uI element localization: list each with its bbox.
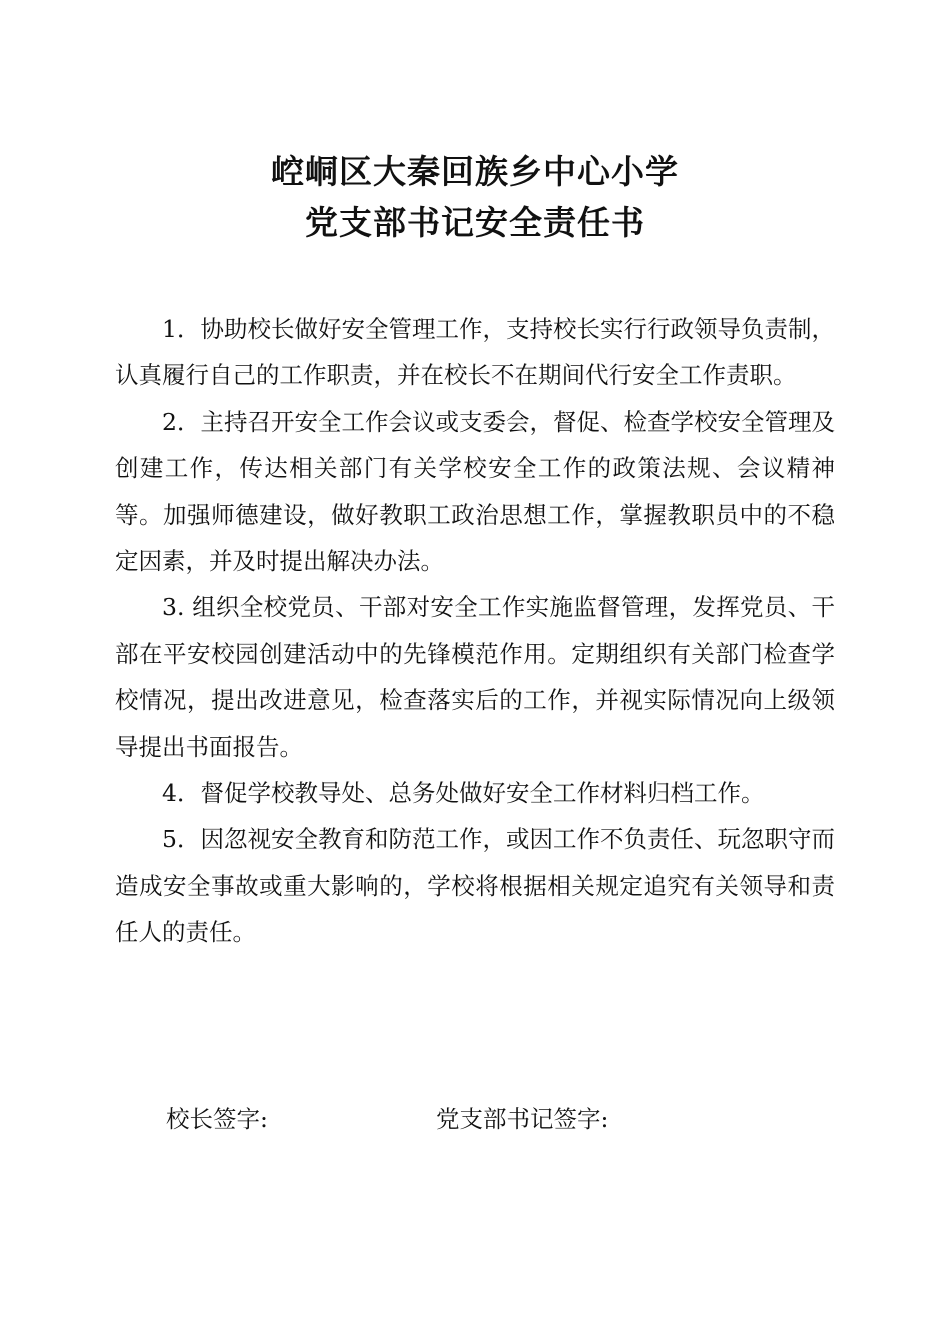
document-body bbox=[115, 306, 835, 956]
principal-signature-label: 校长签字: bbox=[166, 1105, 268, 1133]
paragraph-5: 5．因忽视安全教育和防范工作，或因工作不负责任、玩忽职守而造成安全事故或重大影响的，学校将根据相关规定追究有关领导和责任人的责任。 bbox=[115, 825, 835, 947]
secretary-signature-label: 党支部书记签字: bbox=[436, 1105, 609, 1133]
signature-block bbox=[0, 1096, 950, 1142]
paragraph-2: 2．主持召开安全工作会议或支委会，督促、检查学校安全管理及创建工作，传达相关部门有关学校安全工作的政策法规、会议精神等。加强师德建设，做好教职工政治思想工作，掌握教职员中的不稳定因素，并及时提出解决办法。 bbox=[115, 407, 835, 576]
paragraph-1: 1．协助校长做好安全管理工作，支持校长实行行政领导负责制，认真履行自己的工作职责，并在校长不在期间代行安全工作责职。 bbox=[115, 315, 835, 390]
paragraph-3: 3. 组织全校党员、干部对安全工作实施监督管理，发挥党员、干部在平安校园创建活动中的先锋模范作用。定期组织有关部门检查学校情况，提出改进意见，检查落实后的工作，并视实际情况向上级领导提出书面报告。 bbox=[115, 593, 835, 761]
document-title-line-2: 党支部书记安全责任书 bbox=[305, 203, 645, 242]
document-title-line-1: 崆峒区大秦回族乡中心小学 bbox=[271, 152, 679, 191]
paragraph-4: 4．督促学校教导处、总务处做好安全工作材料归档工作。 bbox=[162, 779, 765, 808]
